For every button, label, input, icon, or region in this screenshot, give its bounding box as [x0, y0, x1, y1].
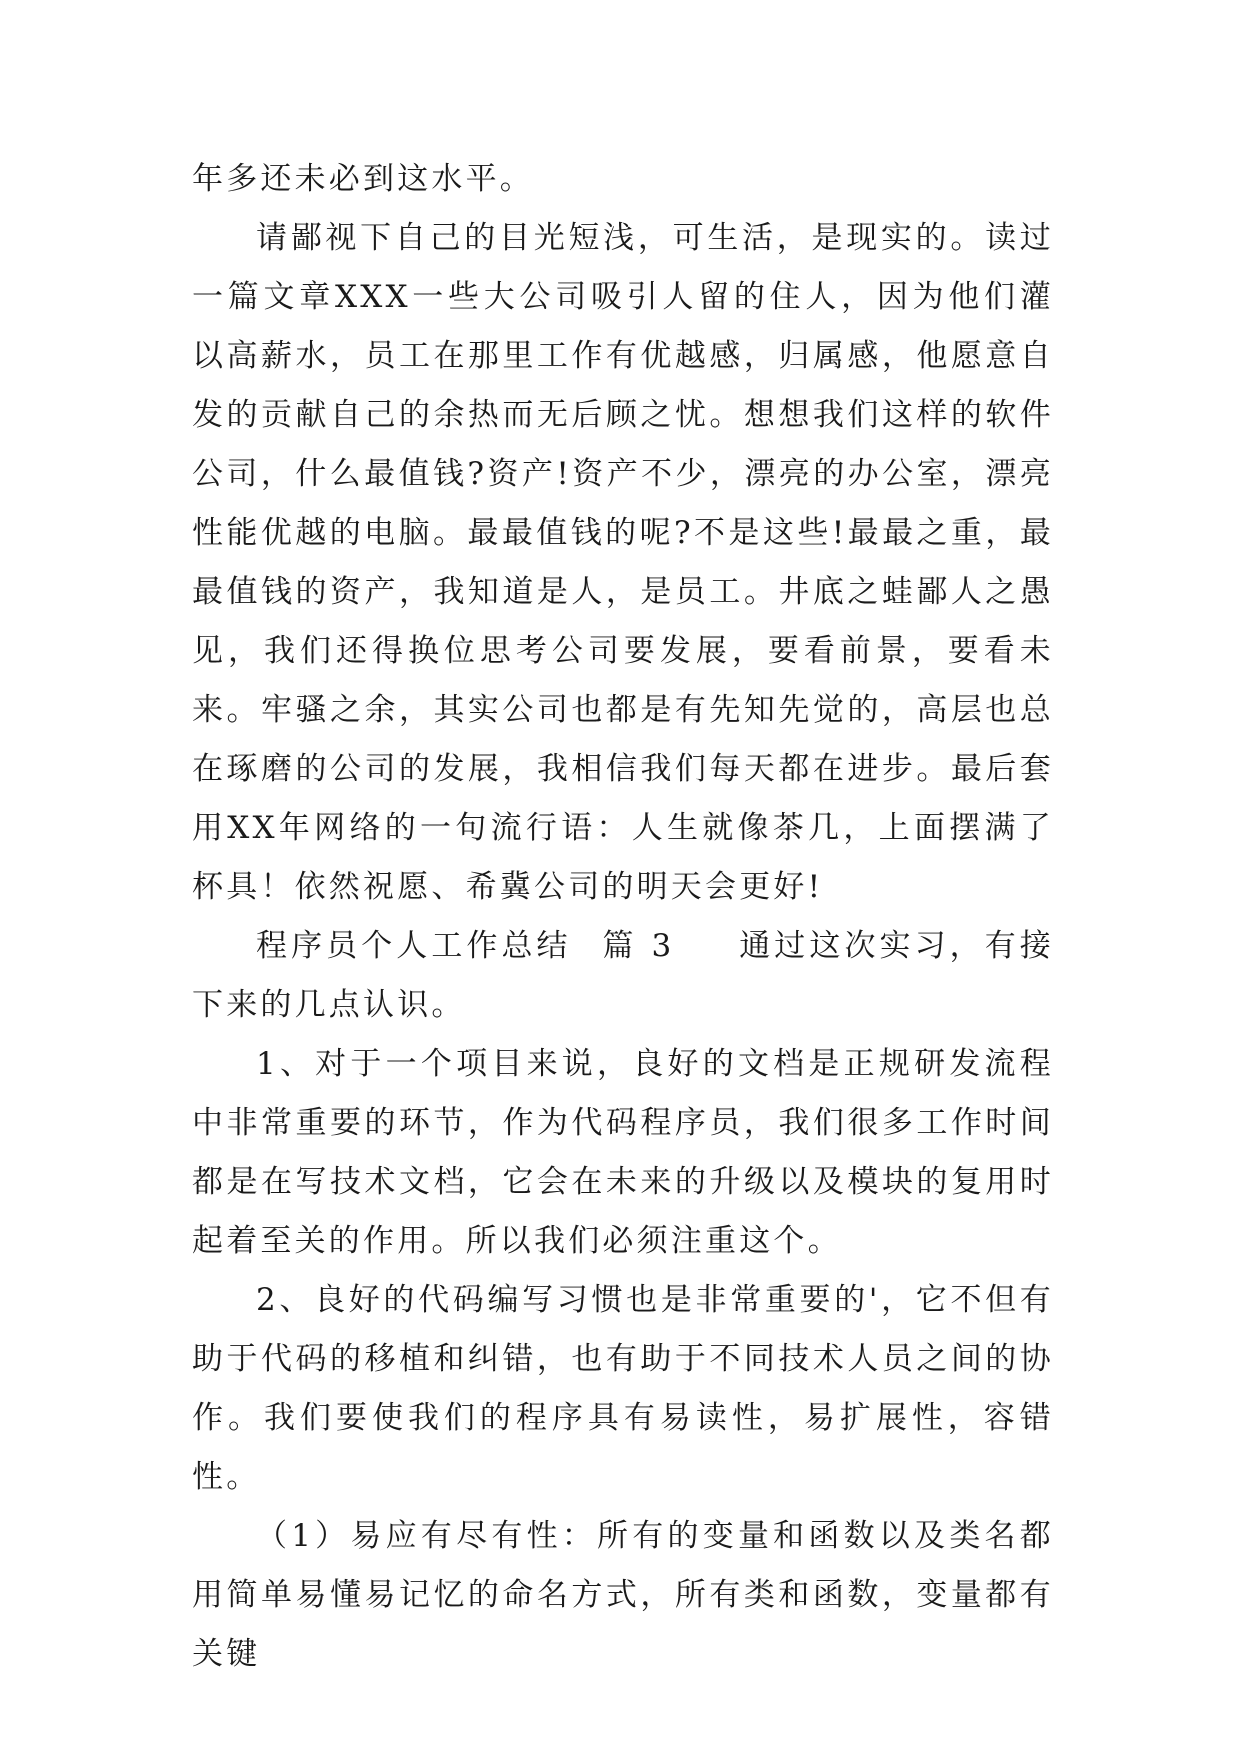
list-item: 2、良好的代码编写习惯也是非常重要的'，它不但有助于代码的移植和纠错，也有助于不同技术人员之间的协作。我们要使我们的程序具有易读性，易扩展性，容错性。 [192, 1282, 1054, 1495]
section-intro: 通过这次实习，有接下来的几点认识。 [192, 928, 1054, 1023]
section-label: 篇 3 [601, 928, 675, 964]
continuation-paragraph: 年多还未必到这水平。 [192, 161, 534, 197]
section-title: 程序员个人工作总结 [256, 928, 572, 964]
list-item: （1）易应有尽有性：所有的变量和函数以及类名都用简单易懂易记忆的命名方式，所有类和函数，变量都有关键 [192, 1518, 1054, 1672]
section-heading-paragraph [192, 917, 1054, 1035]
reflection-paragraph: 请鄙视下自己的目光短浅，可生活，是现实的。读过一篇文章XXX一些大公司吸引人留的住人，因为他们灌以高薪水，员工在那里工作有优越感，归属感，他愿意自发的贡献自己的余热而无后顾之忧。想想我们这样的软件公司，什么最值钱?资产!资产不少，漂亮的办公室，漂亮性能优越的电脑。最最值钱的呢?不是这些!最最之重，最最值钱的资产，我知道是人，是员工。井底之蛙鄙人之愚见，我们还得换位思考公司要发展，要看前景，要看未来。牢骚之余，其实公司也都是有先知先觉的，高层也总在琢磨的公司的发展，我相信我们每天都在进步。最后套用XX年网络的一句流行语：人生就像茶几，上面摆满了杯具！依然祝愿、希冀公司的明天会更好! [192, 220, 1054, 905]
list-item: 1、对于一个项目来说，良好的文档是正规研发流程中非常重要的环节，作为代码程序员，我们很多工作时间都是在写技术文档，它会在未来的升级以及模块的复用时起着至关的作用。所以我们必须注重这个。 [192, 1046, 1054, 1259]
document-page [192, 150, 1054, 1684]
